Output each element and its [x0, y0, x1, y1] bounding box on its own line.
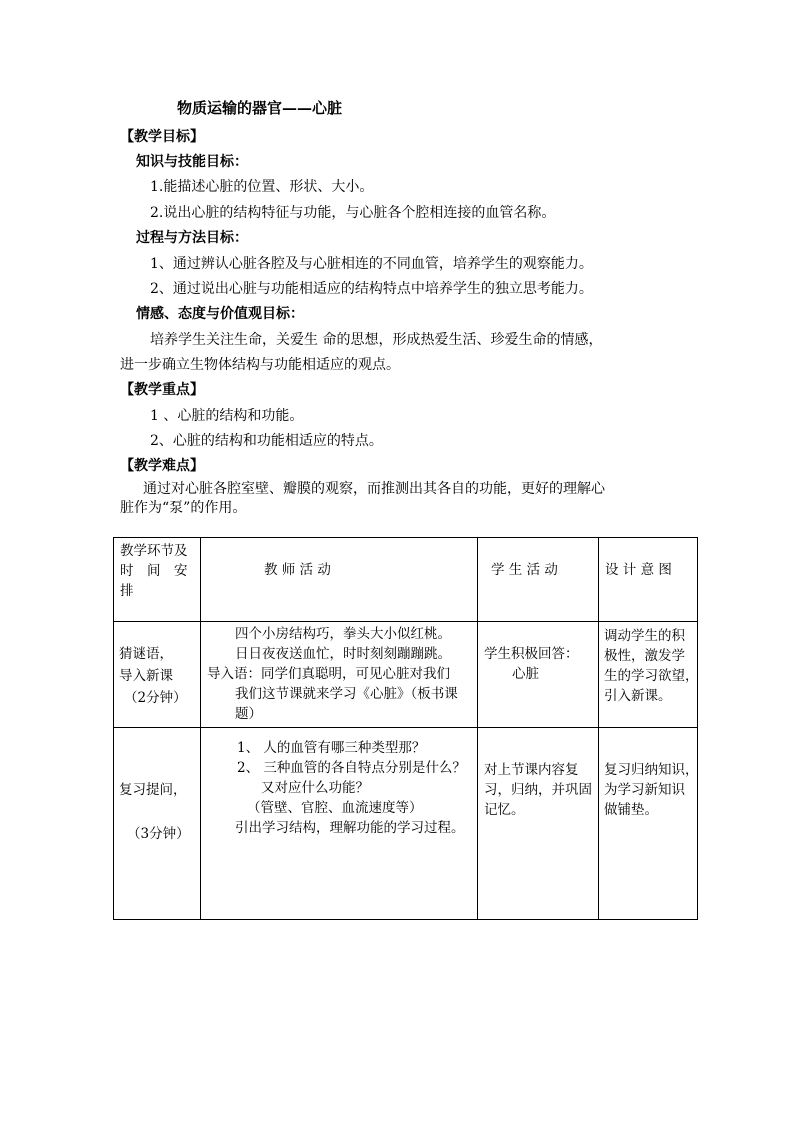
row2-stage-cell [114, 728, 201, 920]
knowledge-item-1: 1.能描述心脏的位置、形状、大小。 [150, 179, 374, 195]
process-item-1: 1、通过辨认心脏各腔及与心脏相连的不同血管，培养学生的观察能力。 [150, 256, 593, 272]
process-heading: 过程与方法目标： [136, 230, 248, 246]
key-point-2: 2、心脏的结构和功能相适应的特点。 [150, 433, 383, 449]
row2-teacher-line: （管壁、官腔、血流速度等） [247, 800, 423, 816]
row1-stage-line: 猜谜语， [119, 646, 173, 662]
row1-intent-line: 极性，激发学 [604, 648, 685, 664]
objectives-heading: 【教学目标】 [120, 129, 204, 145]
header-cell-teacher [201, 538, 478, 622]
row1-student-line: 学生积极回答： [484, 646, 579, 662]
table-header-row [114, 538, 698, 622]
row1-stage-line: 导入新课 [119, 668, 173, 684]
row2-student-line: 习，归纳，并巩固 [484, 782, 592, 798]
difficulties-heading: 【教学难点】 [120, 458, 204, 474]
row1-teacher-line: 导入语：同学们真聪明，可见心脏对我们 [207, 666, 450, 682]
header-stage-line: 教学环节及 [120, 543, 188, 559]
table-row [114, 728, 698, 920]
row2-student-line: 记忆。 [484, 802, 525, 818]
key-points-heading: 【教学重点】 [120, 382, 204, 398]
key-point-1: 1 、心脏的结构和功能。 [150, 408, 304, 424]
knowledge-heading: 知识与技能目标： [136, 154, 248, 170]
attitude-line-1: 培养学生关注生命，关爱生 命的思想，形成热爱生活、珍爱生命的情感， [150, 332, 603, 348]
table-row [114, 622, 698, 728]
process-item-2: 2、通过说出心脏与功能相适应的结构特点中培养学生的独立思考能力。 [150, 281, 593, 297]
header-cell-intent [599, 538, 698, 622]
attitude-line-2: 进一步确立生物体结构与功能相适应的观点。 [120, 357, 400, 373]
row1-intent-line: 生的学习欲望， [604, 668, 699, 684]
row2-teacher-cell [201, 728, 478, 920]
row2-student-cell [478, 728, 599, 920]
row1-intent-cell [599, 622, 698, 728]
page-title: 物质运输的器官——心脏 [177, 99, 343, 117]
row2-intent-line: 做铺垫。 [604, 802, 658, 818]
attitude-heading: 情感、态度与价值观目标： [136, 306, 304, 322]
row1-student-line: 心脏 [512, 666, 539, 682]
knowledge-item-2: 2.说出心脏的结构特征与功能，与心脏各个腔相连接的血管名称。 [150, 205, 556, 221]
row2-student-line: 对上节课内容复 [484, 762, 579, 778]
row1-intent-line: 调动学生的积 [604, 628, 685, 644]
difficulties-line-1: 通过对心脏各腔室壁、瓣膜的观察，而推测出其各自的功能，更好的理解心 [143, 481, 605, 497]
row2-teacher-line: 引出学习结构，理解功能的学习过程。 [235, 820, 465, 836]
row2-stage-line: 复习提问， [119, 782, 187, 798]
row2-stage-line: （3分钟） [127, 826, 190, 842]
header-teacher: 教 师 活 动 [264, 562, 331, 578]
header-student: 学 生 活 动 [491, 562, 558, 578]
row1-teacher-line: 题） [235, 706, 262, 722]
row2-intent-cell [599, 728, 698, 920]
header-cell-student [478, 538, 599, 622]
lesson-plan-table [113, 537, 698, 920]
row1-stage-cell [114, 622, 201, 728]
row1-teacher-line: 四个小房结构巧，拳头大小似红桃。 [235, 626, 451, 642]
row2-intent-line: 复习归纳知识， [604, 762, 699, 778]
header-cell-stage [114, 538, 201, 622]
header-stage-line: 排 [120, 583, 134, 599]
row1-teacher-cell [201, 622, 478, 728]
row1-stage-line: （2分钟） [124, 690, 187, 706]
row2-teacher-line: 又对应什么功能？ [261, 780, 369, 796]
row2-intent-line: 为学习新知识 [604, 782, 685, 798]
row2-teacher-line: 1、 人的血管有哪三种类型那？ [237, 740, 426, 756]
row1-intent-line: 引入新课。 [604, 688, 672, 704]
header-intent: 设 计 意 图 [605, 562, 672, 578]
difficulties-line-2: 脏作为“泵”的作用。 [120, 500, 247, 516]
header-stage-line: 时 间 安 [120, 563, 188, 579]
row1-student-cell [478, 622, 599, 728]
row1-teacher-line: 日日夜夜送血忙，时时刻刻蹦蹦跳。 [235, 646, 451, 662]
row1-teacher-line: 我们这节课就来学习《心脏》（板书课 [235, 686, 458, 702]
row2-teacher-line: 2、 三种血管的各自特点分别是什么？ [237, 760, 466, 776]
